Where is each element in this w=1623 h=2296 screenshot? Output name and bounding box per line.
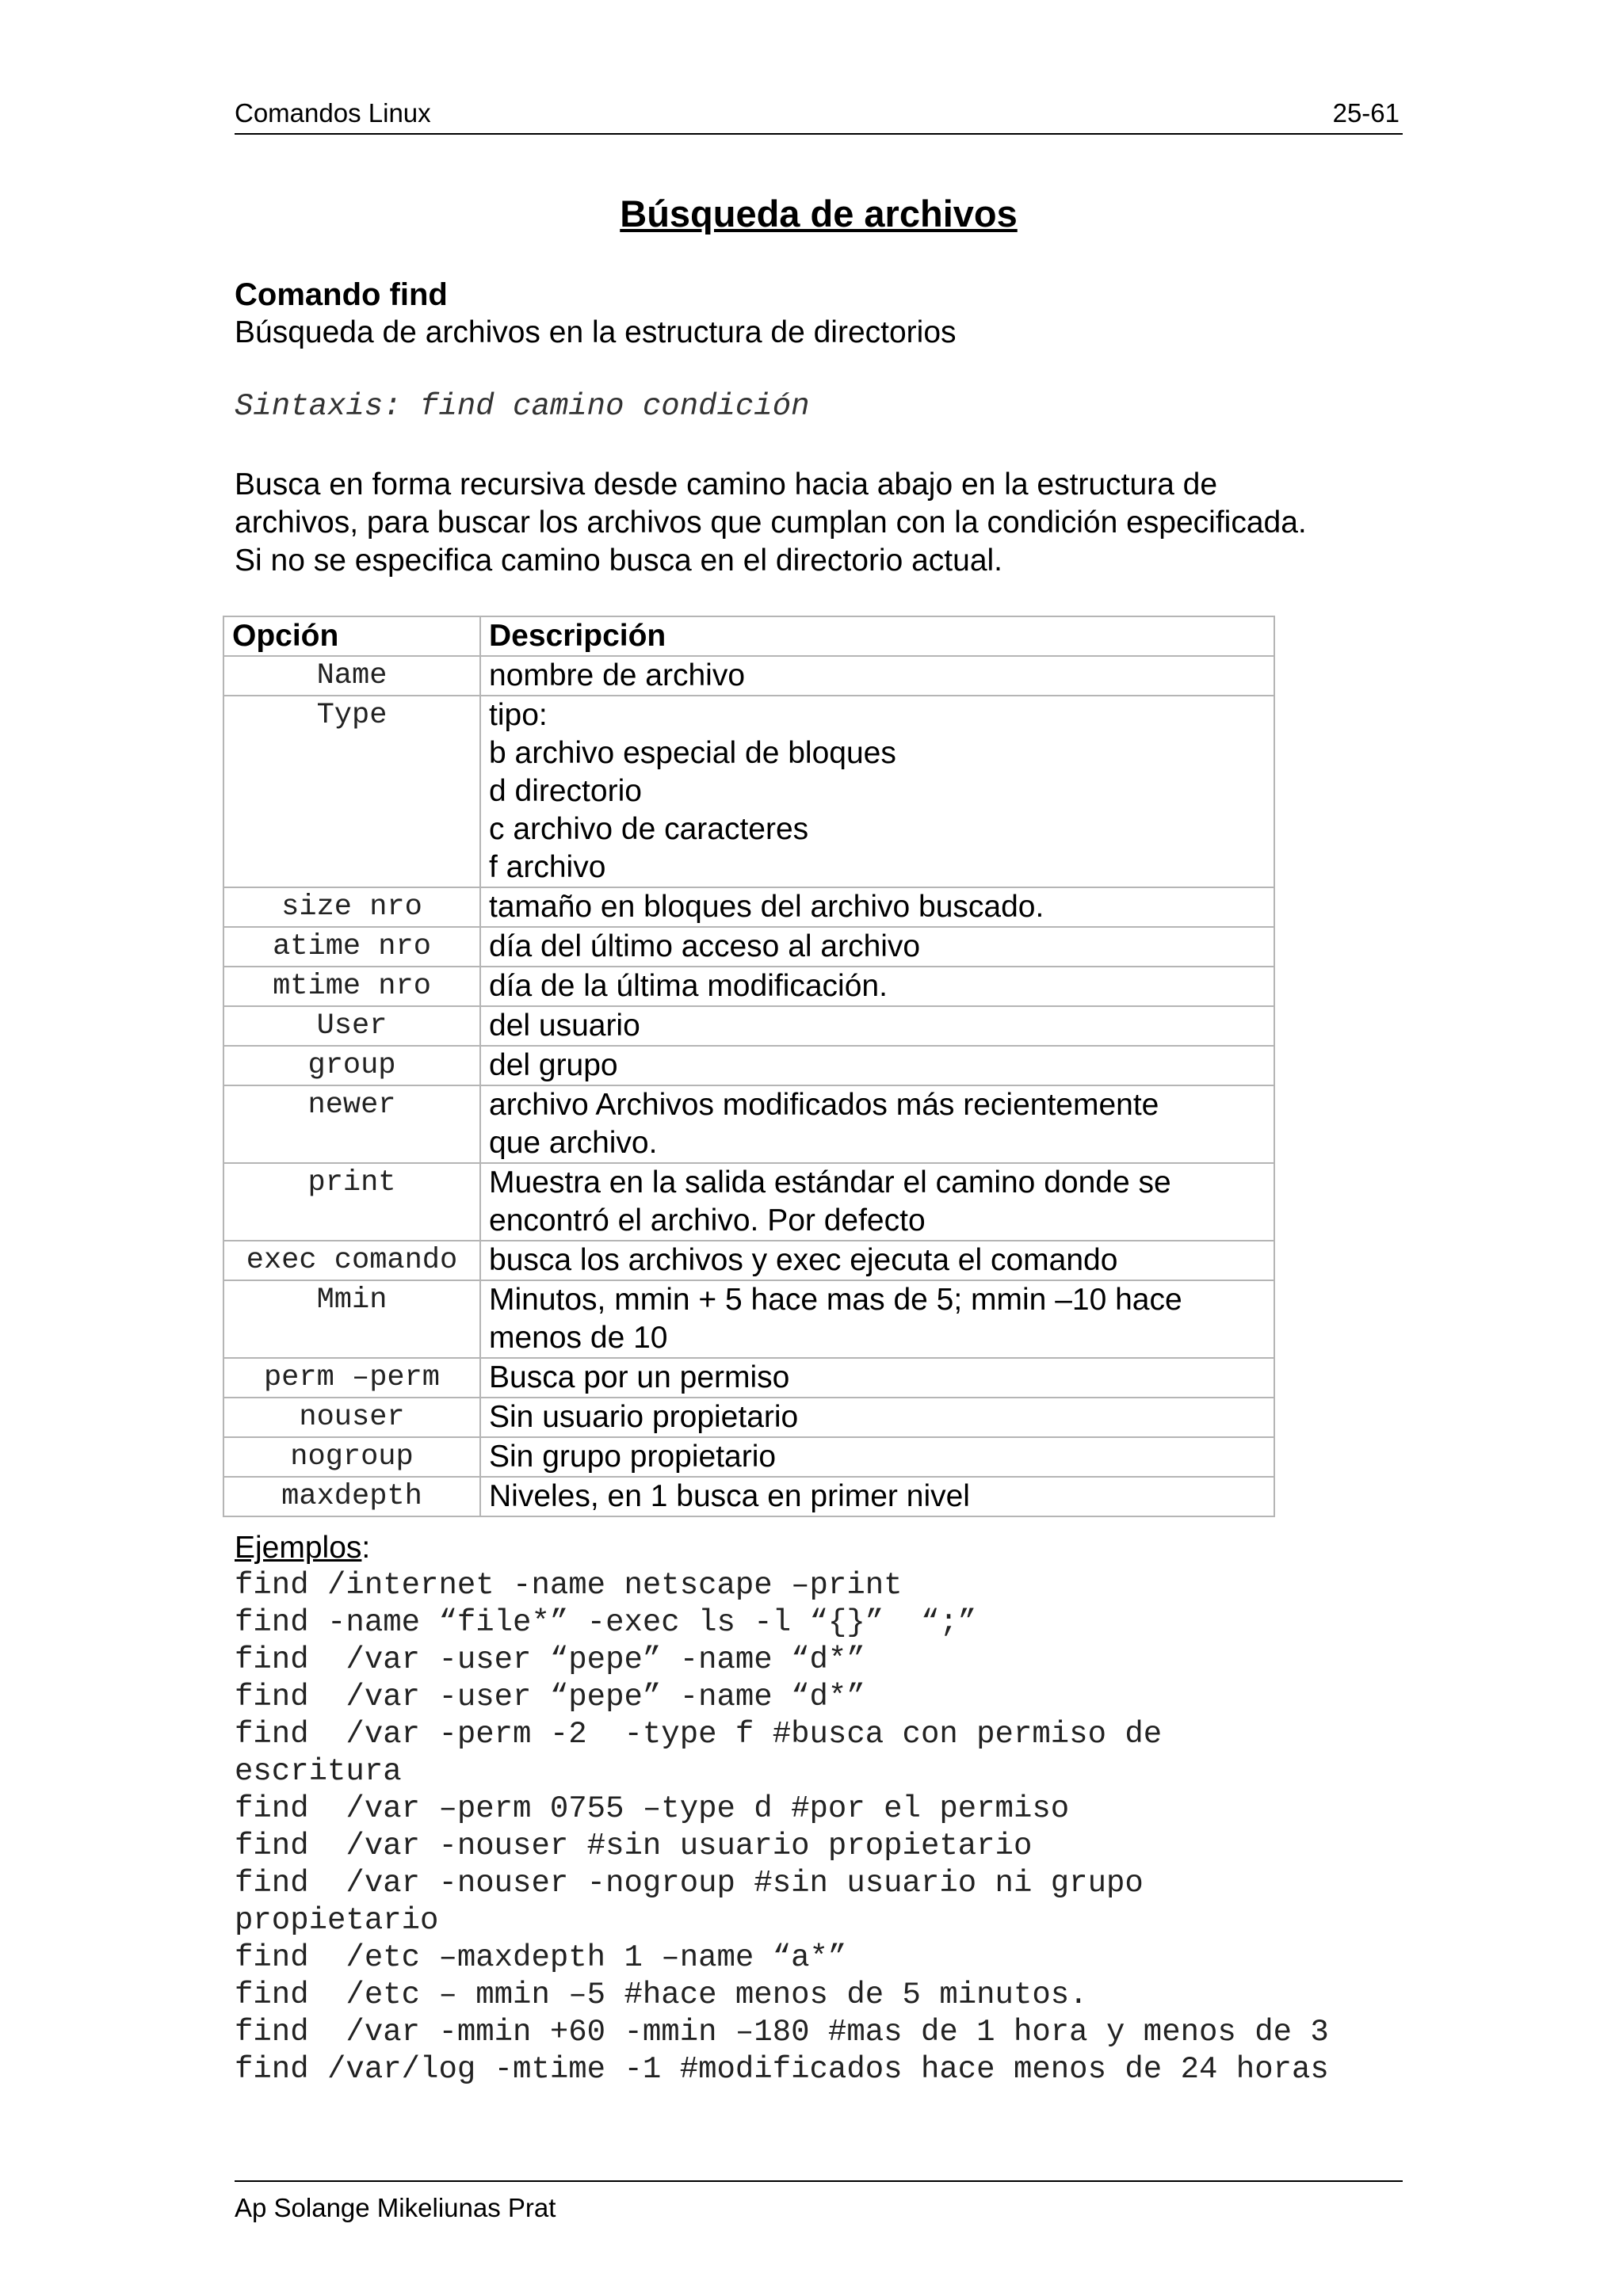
description-cell (480, 927, 1274, 967)
table-row (223, 1163, 1274, 1241)
option-cell: nouser (223, 1398, 480, 1437)
description-cell (480, 1241, 1274, 1280)
table-row (223, 1046, 1274, 1085)
table-row (223, 1241, 1274, 1280)
description-cell (480, 656, 1274, 696)
description-line: b archivo especial de bloques (489, 736, 896, 770)
description-line: archivo Archivos modificados más recientemente (489, 1088, 1159, 1122)
description-line: tipo: (489, 698, 548, 732)
option-cell: exec comando (223, 1241, 480, 1280)
option-cell: mtime nro (223, 967, 480, 1006)
option-cell: print (223, 1163, 480, 1241)
examples-colon: : (361, 1531, 371, 1565)
description-line: Sin grupo propietario (489, 1440, 777, 1474)
example-line: find /internet -name netscape –print (235, 1568, 903, 1603)
description-cell (480, 1006, 1274, 1046)
example-line: find /etc – mmin –5 #hace menos de 5 minutos. (235, 1978, 1088, 2012)
description-line: que archivo. (489, 1126, 658, 1160)
description-line: Muestra en la salida estándar el camino donde se (489, 1165, 1171, 1199)
page-title: Búsqueda de archivos (620, 193, 1018, 235)
example-line: find /var -perm -2 -type f #busca con permiso de (235, 1717, 1163, 1752)
description-line: del grupo (489, 1048, 618, 1082)
example-line: find /etc –maxdepth 1 –name “a*” (235, 1940, 847, 1975)
command-heading: Comando find (235, 277, 448, 312)
description-line: c archivo de caracteres (489, 812, 809, 846)
description-cell (480, 1398, 1274, 1437)
description-cell (480, 696, 1274, 887)
option-cell: maxdepth (223, 1477, 480, 1516)
command-syntax: Sintaxis: find camino condición (235, 389, 810, 424)
option-cell: group (223, 1046, 480, 1085)
table-row (223, 1006, 1274, 1046)
table-row (223, 1477, 1274, 1516)
example-line: propietario (235, 1903, 439, 1938)
options-table (223, 616, 1275, 1517)
examples-heading (235, 1529, 1329, 1567)
option-cell: Type (223, 696, 480, 887)
column-header-description: Descripción (480, 616, 1274, 656)
option-cell: size nro (223, 887, 480, 927)
description-line: Minutos, mmin + 5 hace mas de 5; mmin –10 hace (489, 1283, 1182, 1317)
example-line: find /var -user “pepe” -name “d*” (235, 1642, 865, 1677)
example-line: find /var/log -mtime -1 #modificados hace menos de 24 horas (235, 2052, 1329, 2087)
table-row (223, 1280, 1274, 1358)
examples-code (235, 1567, 1329, 2088)
description-line: del usuario (489, 1009, 640, 1043)
description-line: nombre de archivo (489, 658, 746, 692)
option-cell: newer (223, 1085, 480, 1163)
examples-section (235, 1529, 1329, 2088)
table-row (223, 656, 1274, 696)
example-line: escritura (235, 1754, 402, 1789)
table-row (223, 967, 1274, 1006)
description-line: tamaño en bloques del archivo buscado. (489, 890, 1044, 924)
description-cell (480, 1280, 1274, 1358)
description-cell (480, 1163, 1274, 1241)
example-line: find /var -user “pepe” -name “d*” (235, 1680, 865, 1714)
description-line: encontró el archivo. Por defecto (489, 1203, 926, 1238)
option-cell: perm –perm (223, 1358, 480, 1398)
description-line: menos de 10 (489, 1321, 668, 1355)
description-line: d directorio (489, 774, 642, 808)
description-line: busca los archivos y exec ejecuta el comando (489, 1243, 1118, 1277)
example-line: find /var -mmin +60 -mmin –180 #mas de 1 hora y menos de 3 (235, 2015, 1329, 2050)
table-header-row (223, 616, 1274, 656)
description-line: día del último acceso al archivo (489, 929, 921, 963)
description-line: día de la última modificación. (489, 969, 888, 1003)
paragraph-line: archivos, para buscar los archivos que cumplan con la condición especificada. (235, 505, 1307, 540)
table-row (223, 1085, 1274, 1163)
example-line: find /var -nouser #sin usuario propietario (235, 1829, 1033, 1863)
option-cell: Mmin (223, 1280, 480, 1358)
example-line: find /var –perm 0755 –type d #por el permiso (235, 1791, 1070, 1826)
column-header-option: Opción (223, 616, 480, 656)
table-row (223, 696, 1274, 887)
example-line: find -name “file*” -exec ls -l “{}” “;” (235, 1605, 977, 1640)
description-line: f archivo (489, 850, 606, 884)
table-row (223, 1358, 1274, 1398)
option-cell: nogroup (223, 1437, 480, 1477)
example-line: find /var -nouser -nogroup #sin usuario ni grupo (235, 1866, 1144, 1901)
option-cell: User (223, 1006, 480, 1046)
intro-paragraph (235, 466, 1407, 580)
paragraph-line: Si no se especifica camino busca en el directorio actual. (235, 543, 1003, 578)
description-cell (480, 1437, 1274, 1477)
page-header (235, 95, 1403, 135)
header-title: Comandos Linux (235, 98, 431, 128)
description-cell (480, 967, 1274, 1006)
page-number: 25-61 (1332, 98, 1400, 128)
table-row (223, 1437, 1274, 1477)
description-line: Busca por un permiso (489, 1360, 790, 1394)
table-row (223, 1398, 1274, 1437)
description-cell (480, 1477, 1274, 1516)
command-description: Búsqueda de archivos en la estructura de directorios (235, 315, 957, 349)
table-row (223, 927, 1274, 967)
description-cell (480, 1046, 1274, 1085)
description-cell (480, 1358, 1274, 1398)
description-cell (480, 1085, 1274, 1163)
option-cell: Name (223, 656, 480, 696)
description-line: Sin usuario propietario (489, 1400, 799, 1434)
paragraph-line: Busca en forma recursiva desde camino hacia abajo en la estructura de (235, 467, 1218, 502)
page-footer: Ap Solange Mikeliunas Prat (235, 2180, 1403, 2223)
table-body (223, 656, 1274, 1516)
description-cell (480, 887, 1274, 927)
option-cell: atime nro (223, 927, 480, 967)
description-line: Niveles, en 1 busca en primer nivel (489, 1479, 970, 1513)
examples-label: Ejemplos (235, 1531, 362, 1565)
table-row (223, 887, 1274, 927)
